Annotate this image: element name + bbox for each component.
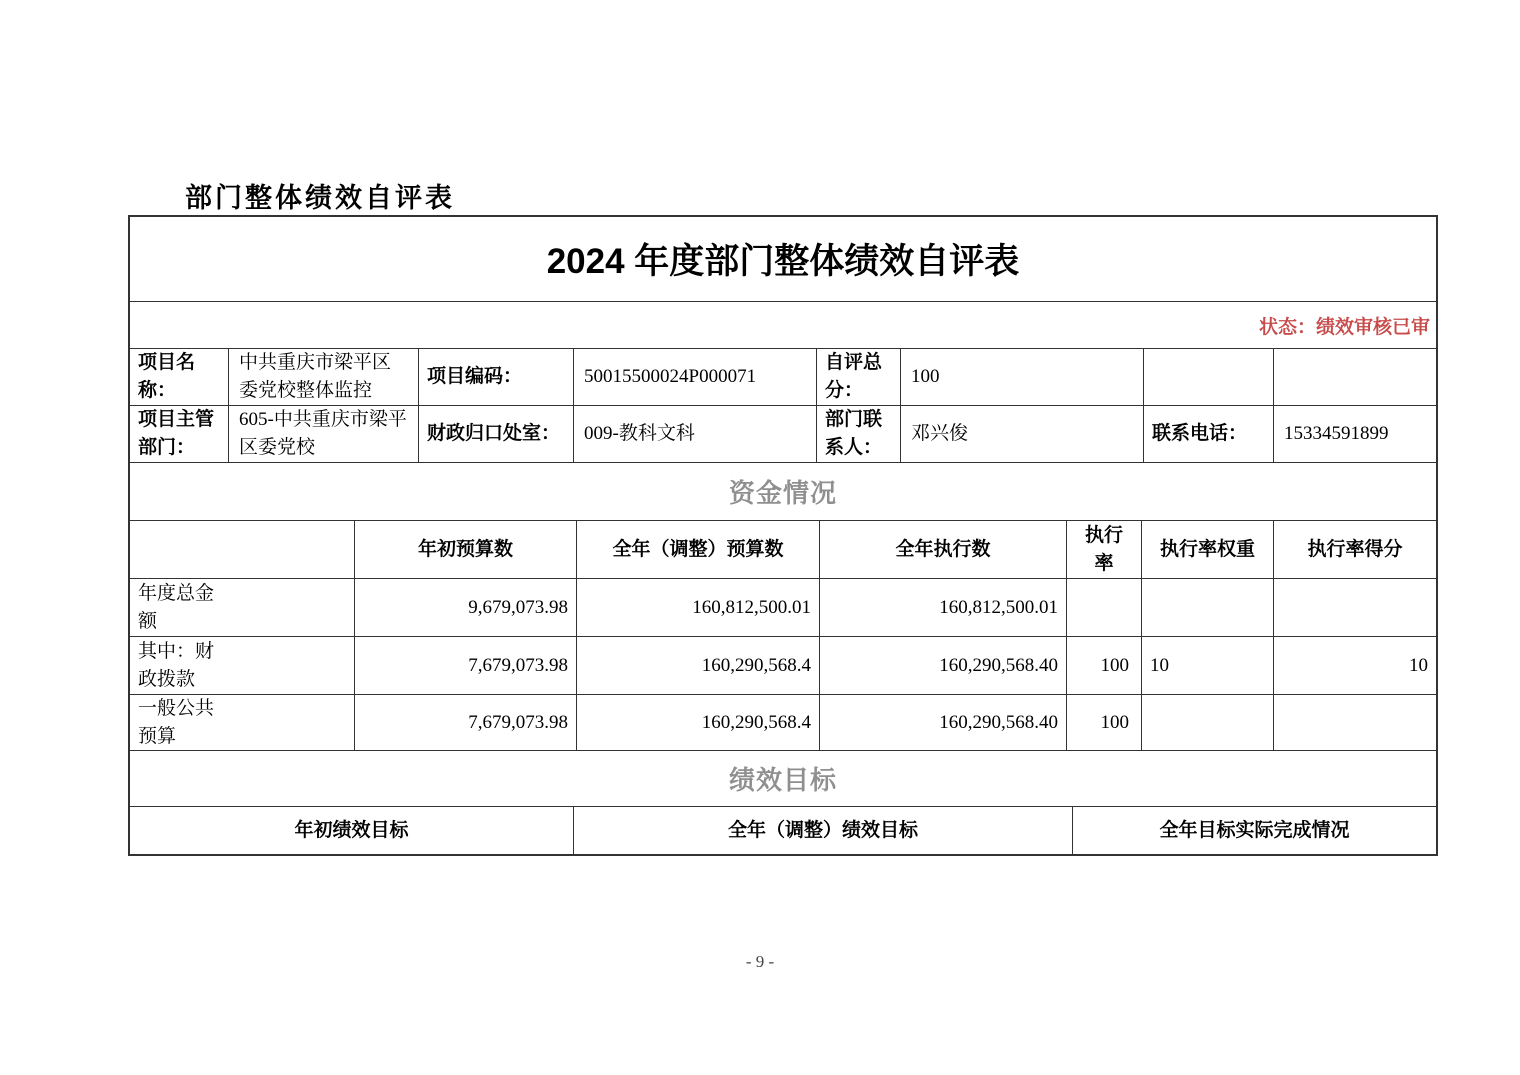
column-header-executed: 全年执行数 [820,521,1067,578]
field-value-phone: 15334591899 [1284,423,1389,445]
funds-section-title: 资金情况 [728,478,837,508]
field-value-finance-office: 009-教科文科 [574,406,817,462]
column-header-rate-score: 执行率得分 [1307,538,1403,560]
executed-value: 160,290,568.40 [820,637,1067,694]
fund-row-name: 年度总金额 [130,579,355,636]
goals-section-title: 绩效目标 [728,765,837,795]
execution-rate-value [1067,579,1142,636]
initial-budget-value: 9,679,073.98 [355,579,577,636]
column-header-rate-weight: 执行率权重 [1142,521,1274,578]
initial-budget-value: 7,679,073.98 [355,695,577,750]
execution-rate-value: 100 [1067,695,1142,750]
rate-weight-value: 10 [1142,637,1274,694]
field-label-project-code: 项目编码： [419,349,574,405]
column-header-initial-goal: 年初绩效目标 [130,807,574,854]
executed-value: 160,290,568.40 [820,695,1067,750]
table-title-row [130,217,1436,302]
column-header-initial-budget: 年初预算数 [355,521,577,578]
empty-cell [1274,349,1436,405]
funds-section-row [130,463,1436,521]
field-label-department: 项目主管部门： [130,406,229,462]
rate-weight-value [1142,695,1274,750]
empty-cell [1144,349,1274,405]
fund-row-name: 其中：财政拨款 [130,637,355,694]
column-header-adjusted-budget: 全年（调整）预算数 [577,521,820,578]
fund-row-public-budget [130,695,1436,751]
rate-score-value: 10 [1409,654,1428,676]
page-number: - 9 - [745,952,775,971]
self-evaluation-table [128,215,1438,856]
rate-score-value [1274,579,1436,636]
initial-budget-value: 7,679,073.98 [355,637,577,694]
field-label-contact-person: 部门联系人： [817,406,901,462]
doc-heading: 部门整体绩效自评表 [185,183,455,213]
field-value-department: 605-中共重庆市梁平区委党校 [229,406,419,462]
column-header-goal-completion: 全年目标实际完成情况 [1159,819,1350,841]
adjusted-budget-value: 160,812,500.01 [577,579,820,636]
field-label-finance-office: 财政归口处室： [419,406,574,462]
field-value-project-name: 中共重庆市梁平区委党校整体监控 [229,349,419,405]
rate-score-value [1274,695,1436,750]
field-value-self-score: 100 [901,349,1144,405]
column-header-adjusted-goal: 全年（调整）绩效目标 [574,807,1073,854]
column-header-blank [130,521,355,578]
project-info-row-1 [130,349,1436,406]
field-value-project-code: 50015500024P000071 [574,349,817,405]
status-badge: 状态：绩效审核已审 [1258,316,1430,338]
fund-row-fiscal [130,637,1436,695]
column-header-execution-rate: 执行率 [1067,521,1142,578]
goals-header-row [130,807,1436,854]
field-value-contact-person: 邓兴俊 [901,406,1144,462]
table-title: 2024 年度部门整体绩效自评表 [546,242,1020,281]
project-info-row-2 [130,406,1436,463]
executed-value: 160,812,500.01 [820,579,1067,636]
goals-section-row [130,751,1436,807]
field-label-project-name: 项目名称： [130,349,229,405]
rate-weight-value [1142,579,1274,636]
adjusted-budget-value: 160,290,568.4 [577,695,820,750]
adjusted-budget-value: 160,290,568.4 [577,637,820,694]
status-row [130,302,1436,349]
execution-rate-value: 100 [1067,637,1142,694]
fund-row-total [130,579,1436,637]
fund-row-name: 一般公共预算 [130,695,355,750]
field-label-phone: 联系电话： [1144,406,1274,462]
fund-header-row [130,521,1436,579]
field-label-self-score: 自评总分： [817,349,901,405]
